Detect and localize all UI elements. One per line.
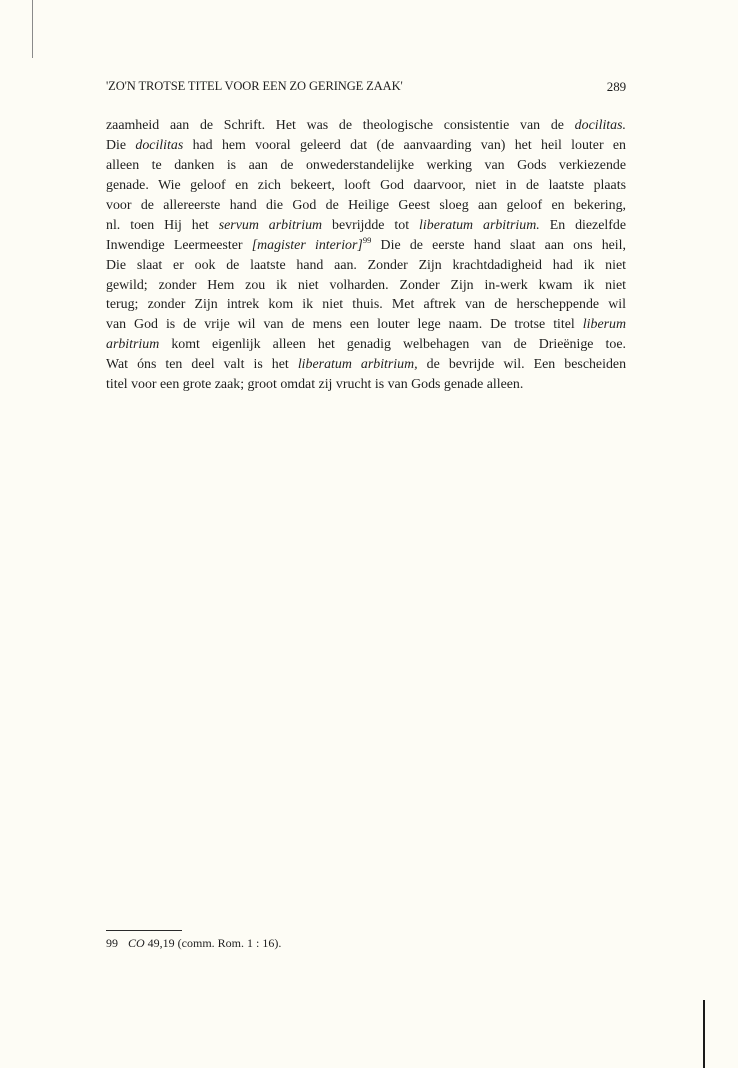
- text-line: [106, 136, 626, 156]
- footnote-number: 99: [106, 936, 118, 950]
- text-line: genade. Wie geloof en zich bekeert, looft God daarvoor, niet in de laatste plaats: [106, 177, 626, 193]
- footnote-source-abbrev: CO: [128, 936, 145, 950]
- page-number: 289: [606, 79, 626, 94]
- text-run: nl. toen Hij het: [106, 217, 219, 233]
- page-edge-line: [703, 1000, 705, 1068]
- italic-term: liberatum arbitrium,: [297, 357, 418, 373]
- italic-term: servum arbitrium: [218, 217, 323, 233]
- italic-term: liberatum arbitrium.: [419, 217, 540, 233]
- page-edge-line: [32, 0, 33, 58]
- text-run: had hem vooral geleerd dat (de aanvaarding van) het heil louter en: [183, 137, 627, 153]
- text-run: komt eigenlijk alleen het genadig welbehagen van de Drieënige toe.: [159, 337, 626, 353]
- text-run: Inwendige Leermeester: [106, 237, 252, 253]
- running-title: 'ZO'N TROTSE TITEL VOOR EEN ZO GERINGE ZAAK': [106, 79, 403, 93]
- text-line: [106, 335, 626, 355]
- text-line: voor de allereerste hand die God de Heilige Geest sloeg aan geloof en bekering,: [106, 197, 626, 213]
- footnote-rule: [106, 930, 182, 931]
- text-line: [106, 236, 626, 256]
- text-line: gewild; zonder Hem zou ik niet volharden. Zonder Zijn in-werk kwam ik niet: [106, 277, 626, 293]
- running-header: [106, 79, 626, 99]
- footnote-marker[interactable]: 99: [362, 234, 372, 245]
- text-run: zaamheid aan de Schrift. Het was de theologische consistentie van de: [106, 118, 575, 133]
- text-run: En diezelfde: [539, 217, 626, 233]
- text-line: [106, 116, 626, 136]
- text-line: [106, 315, 626, 335]
- text-run: Wat óns ten deel valt is het: [106, 357, 298, 373]
- italic-term: docilitas: [135, 137, 184, 153]
- text-run: van God is de vrije wil van de mens een louter lege naam. De trotse titel: [106, 317, 583, 333]
- text-line: Die slaat er ook de laatste hand aan. Zonder Zijn krachtdadigheid had ik niet: [106, 257, 626, 273]
- text-line: terug; zonder Zijn intrek kom ik niet thuis. Met aftrek van de herscheppende wil: [106, 297, 626, 313]
- text-line: alleen te danken is aan de onwederstandelijke werking van Gods verkiezende: [106, 157, 626, 173]
- text-run: Die de eerste hand slaat aan ons heil,: [371, 237, 626, 253]
- text-run: Die: [106, 137, 136, 153]
- text-line: [106, 355, 626, 375]
- footnote-reference: 49,19 (comm. Rom. 1 : 16).: [144, 936, 282, 950]
- text-run: bevrijdde tot: [322, 217, 420, 233]
- italic-term: arbitrium: [106, 337, 160, 353]
- body-paragraph: [106, 116, 626, 395]
- italic-term: [magister interior]: [251, 237, 363, 253]
- italic-term: docilitas.: [574, 118, 626, 133]
- italic-term: liberum: [582, 317, 626, 333]
- text-line: titel voor een grote zaak; groot omdat zij vrucht is van Gods genade alleen.: [106, 377, 524, 393]
- text-run: de bevrijde wil. Een bescheiden: [417, 357, 627, 373]
- text-line: [106, 216, 626, 236]
- footnote: [106, 936, 281, 951]
